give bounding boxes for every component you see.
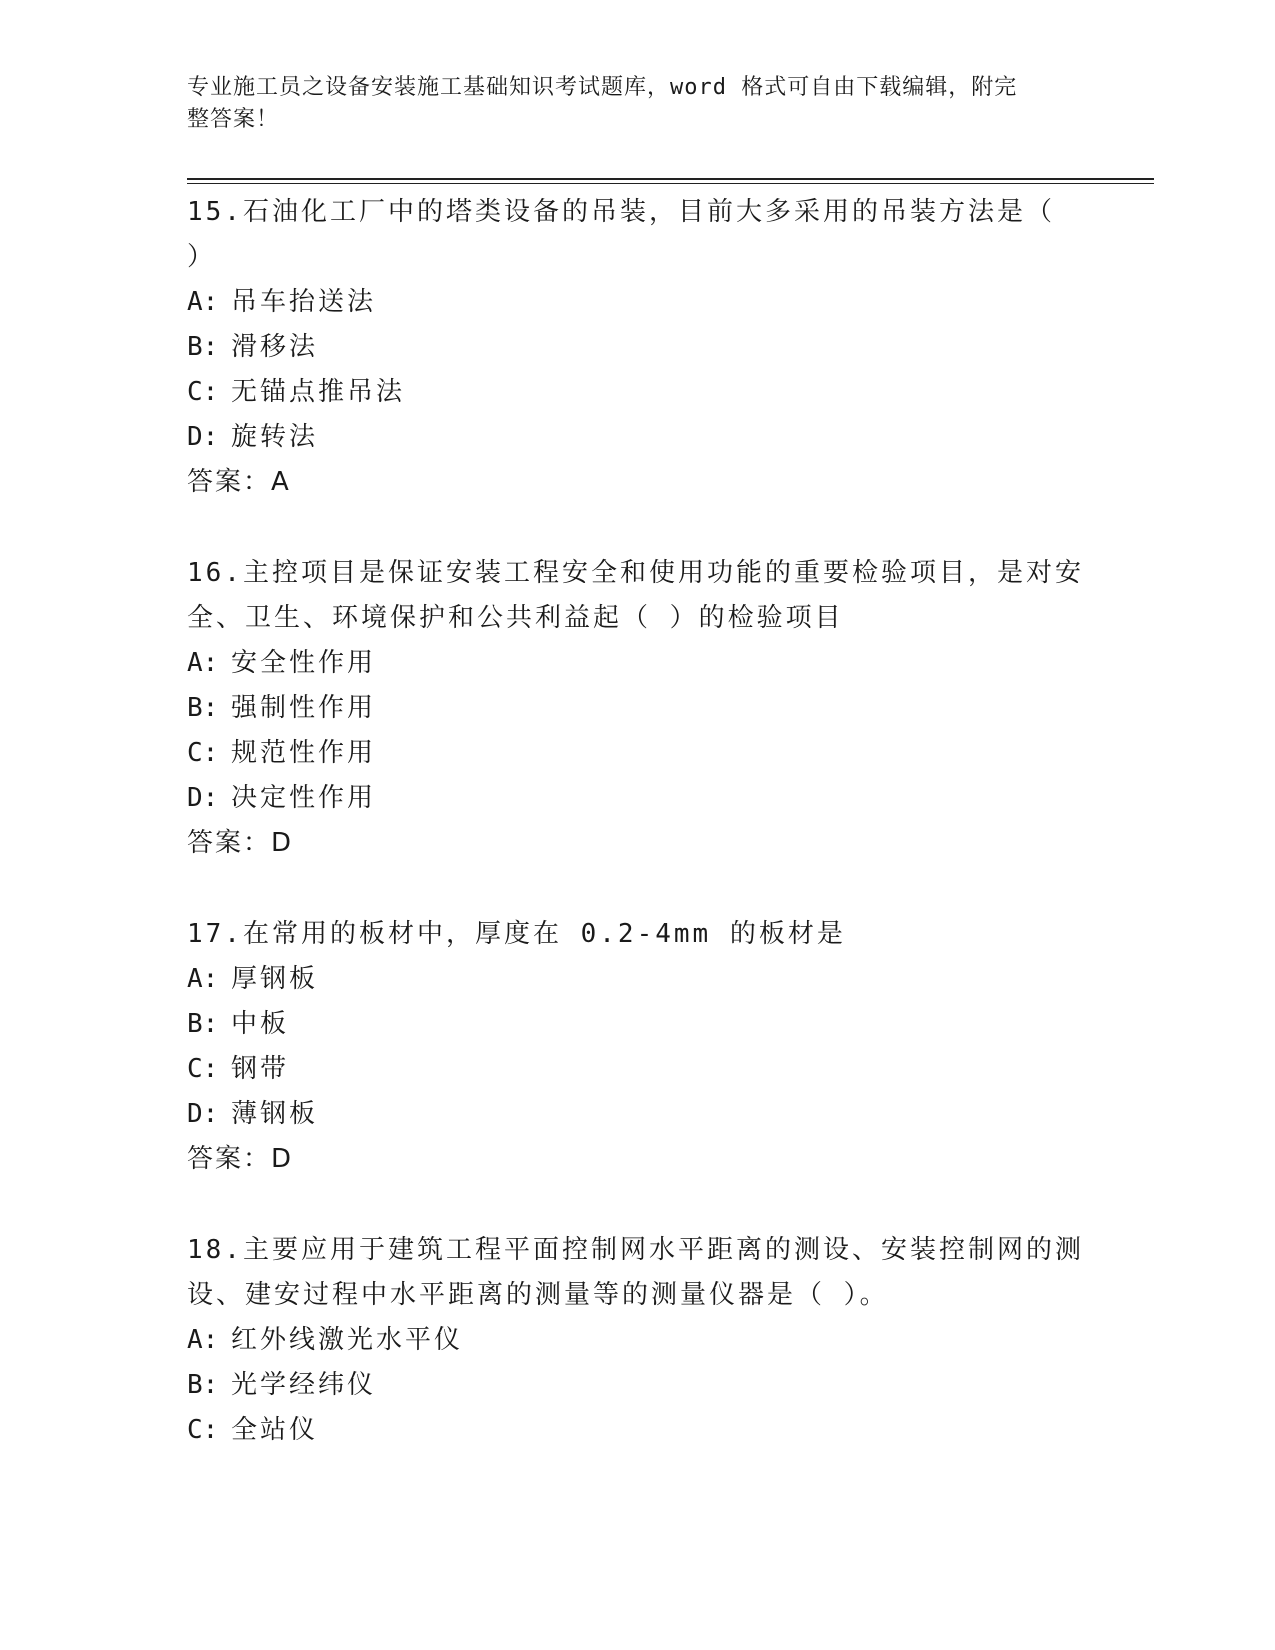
option-letter: B: xyxy=(187,1370,219,1400)
option-a xyxy=(187,280,1087,325)
option-text: 决定性作用 xyxy=(231,783,377,813)
question-stem: 设、建安过程中水平距离的测量等的测量仪器是（ ）。 xyxy=(187,1280,889,1310)
question-stem: 17.在常用的板材中，厚度在 0.2-4mm 的板材是 xyxy=(187,919,846,949)
option-d xyxy=(187,1092,1087,1137)
question-stem: 全、卫生、环境保护和公共利益起（ ）的检验项目 xyxy=(187,603,844,633)
option-c xyxy=(187,731,1087,776)
question-17 xyxy=(187,912,1087,1182)
document-header xyxy=(187,72,1087,136)
header-line: 专业施工员之设备安装施工基础知识考试题库，word 格式可自由下载编辑，附完 xyxy=(187,75,1018,100)
question-stem: 18.主要应用于建筑工程平面控制网水平距离的测设、安装控制网的测 xyxy=(187,1235,1084,1265)
header-line: 整答案！ xyxy=(187,107,280,132)
header-divider xyxy=(187,178,1154,184)
option-text: 红外线激光水平仪 xyxy=(231,1325,464,1355)
option-text: 厚钢板 xyxy=(231,964,319,994)
option-b xyxy=(187,1002,1087,1047)
option-letter: C: xyxy=(187,1415,219,1445)
option-letter: C: xyxy=(187,738,219,768)
option-letter: A: xyxy=(187,1325,219,1355)
option-text: 滑移法 xyxy=(231,332,319,362)
option-text: 光学经纬仪 xyxy=(231,1370,377,1400)
option-letter: D: xyxy=(187,1099,219,1129)
question-16 xyxy=(187,551,1087,866)
option-d xyxy=(187,776,1087,821)
answer-line: 答案：D xyxy=(187,828,294,858)
option-letter: B: xyxy=(187,1009,219,1039)
option-text: 中板 xyxy=(231,1009,290,1039)
option-b xyxy=(187,325,1087,370)
option-letter: A: xyxy=(187,964,219,994)
option-a xyxy=(187,957,1087,1002)
option-letter: D: xyxy=(187,422,219,452)
option-c xyxy=(187,1047,1087,1092)
question-stem: ） xyxy=(187,242,217,272)
option-text: 钢带 xyxy=(231,1054,290,1084)
option-letter: B: xyxy=(187,693,219,723)
option-text: 规范性作用 xyxy=(231,738,377,768)
option-text: 薄钢板 xyxy=(231,1099,319,1129)
option-text: 吊车抬送法 xyxy=(231,287,377,317)
option-letter: B: xyxy=(187,332,219,362)
option-text: 全站仪 xyxy=(231,1415,319,1445)
option-text: 强制性作用 xyxy=(231,693,377,723)
option-b xyxy=(187,1363,1087,1408)
option-letter: A: xyxy=(187,287,219,317)
question-15 xyxy=(187,190,1087,505)
option-c xyxy=(187,370,1087,415)
option-letter: A: xyxy=(187,648,219,678)
option-a xyxy=(187,641,1087,686)
option-letter: C: xyxy=(187,377,219,407)
option-text: 无锚点推吊法 xyxy=(231,377,406,407)
option-text: 旋转法 xyxy=(231,422,319,452)
option-a xyxy=(187,1318,1087,1363)
option-text: 安全性作用 xyxy=(231,648,377,678)
option-c xyxy=(187,1408,1087,1453)
option-letter: C: xyxy=(187,1054,219,1084)
option-b xyxy=(187,686,1087,731)
question-18 xyxy=(187,1228,1087,1453)
option-letter: D: xyxy=(187,783,219,813)
answer-line: 答案：D xyxy=(187,1144,294,1174)
question-stem: 15.石油化工厂中的塔类设备的吊装，目前大多采用的吊装方法是（ xyxy=(187,197,1055,227)
question-list xyxy=(187,190,1087,1499)
option-d xyxy=(187,415,1087,460)
question-stem: 16.主控项目是保证安装工程安全和使用功能的重要检验项目，是对安 xyxy=(187,558,1084,588)
answer-line: 答案：A xyxy=(187,467,291,497)
